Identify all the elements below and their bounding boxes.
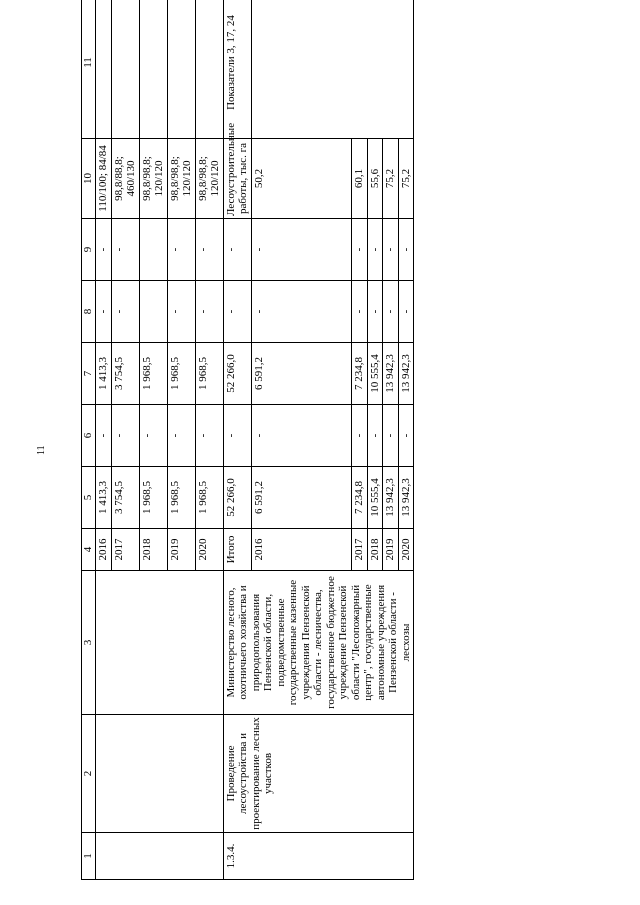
value-cell: -: [383, 219, 399, 281]
value-cell: -: [398, 405, 414, 467]
year-cell: 2020: [195, 529, 223, 571]
indicator-label: Лесоустроительные работы, тыс. га: [223, 139, 251, 219]
item-total-row: [223, 0, 251, 880]
value-cell: -: [352, 219, 368, 281]
empty-cell: [139, 0, 167, 139]
value-cell: 75,2: [398, 139, 414, 219]
value-cell: -: [383, 281, 399, 343]
value-cell: 60,1: [352, 139, 368, 219]
value-cell: -: [383, 405, 399, 467]
value-cell: 3 754,5: [111, 467, 139, 529]
value-cell: 1 968,5: [139, 467, 167, 529]
year-cell: 2019: [167, 529, 195, 571]
value-cell: -: [223, 219, 251, 281]
value-cell: 13 942,3: [398, 467, 414, 529]
value-cell: 1 968,5: [139, 343, 167, 405]
value-cell: -: [111, 219, 139, 281]
indicators-ref: Показатели 3, 17, 24: [223, 0, 251, 139]
value-cell: 13 942,3: [398, 343, 414, 405]
empty-cell: [167, 0, 195, 139]
item-name: Проведение лесоустройства и проектирование лесных участков: [223, 715, 414, 833]
page-number: 11: [36, 445, 47, 455]
value-cell: -: [96, 281, 112, 343]
value-cell: 1 968,5: [195, 467, 223, 529]
col-header: 11: [82, 0, 96, 139]
empty-cell: [195, 0, 223, 139]
value-cell: -: [96, 405, 112, 467]
value-cell: [139, 219, 167, 281]
col-header: 4: [82, 529, 96, 571]
empty-cell: [251, 0, 414, 139]
value-cell: 13 942,3: [383, 343, 399, 405]
value-cell: -: [251, 281, 352, 343]
col-header: 2: [82, 715, 96, 833]
year-cell: 2019: [383, 529, 399, 571]
col-header: 7: [82, 343, 96, 405]
value-cell: 75,2: [383, 139, 399, 219]
value-cell: -: [139, 405, 167, 467]
value-cell: 1 413,3: [96, 343, 112, 405]
value-cell: 7 234,8: [352, 343, 368, 405]
value-cell: -: [398, 219, 414, 281]
value-cell: -: [223, 281, 251, 343]
value-cell: -: [223, 405, 251, 467]
col-header: 5: [82, 467, 96, 529]
year-cell: 2018: [367, 529, 383, 571]
column-number-row: [82, 0, 96, 880]
value-cell: -: [367, 405, 383, 467]
col-header: 3: [82, 571, 96, 715]
table-row: [96, 0, 112, 880]
value-cell: -: [111, 405, 139, 467]
value-cell: -: [251, 219, 352, 281]
value-cell: 110/100; 84/84: [96, 139, 112, 219]
value-cell: -: [352, 405, 368, 467]
value-cell: -: [96, 219, 112, 281]
empty-cell: [96, 571, 224, 715]
value-cell: 55,6: [367, 139, 383, 219]
value-cell: 1 968,5: [167, 467, 195, 529]
value-cell: 98,8/98,8; 120/120: [167, 139, 195, 219]
value-cell: [139, 281, 167, 343]
year-cell: 2017: [352, 529, 368, 571]
value-cell: -: [251, 405, 352, 467]
value-cell: 98,8/98,8; 120/120: [139, 139, 167, 219]
empty-cell: [96, 833, 224, 880]
year-cell: 2017: [111, 529, 139, 571]
value-cell: 1 968,5: [167, 343, 195, 405]
value-cell: -: [167, 405, 195, 467]
value-cell: 7 234,8: [352, 467, 368, 529]
col-header: 1: [82, 833, 96, 880]
value-cell: 1 968,5: [195, 343, 223, 405]
value-cell: 3 754,5: [111, 343, 139, 405]
empty-cell: [111, 0, 139, 139]
value-cell: -: [398, 281, 414, 343]
value-cell: 6 591,2: [251, 467, 352, 529]
value-cell: -: [367, 281, 383, 343]
total-label: Итого: [223, 529, 251, 571]
year-cell: 2016: [251, 529, 352, 571]
value-cell: -: [367, 219, 383, 281]
value-cell: 1 413,3: [96, 467, 112, 529]
col-header: 8: [82, 281, 96, 343]
value-cell: 98,8/88,8; 460/130: [111, 139, 139, 219]
value-cell: 10 555,4: [367, 467, 383, 529]
item-number: 1.3.4.: [223, 833, 414, 880]
program-table: [81, 0, 414, 880]
col-header: 9: [82, 219, 96, 281]
value-cell: 52 266,0: [223, 467, 251, 529]
empty-cell: [96, 715, 224, 833]
empty-cell: [96, 0, 112, 139]
value-cell: -: [352, 281, 368, 343]
value-cell: 10 555,4: [367, 343, 383, 405]
col-header: 10: [82, 139, 96, 219]
value-cell: -: [195, 281, 223, 343]
value-cell: -: [111, 281, 139, 343]
value-cell: 6 591,2: [251, 343, 352, 405]
value-cell: -: [167, 219, 195, 281]
value-cell: 50,2: [251, 139, 352, 219]
year-cell: 2018: [139, 529, 167, 571]
year-cell: 2020: [398, 529, 414, 571]
value-cell: -: [195, 405, 223, 467]
value-cell: 52 266,0: [223, 343, 251, 405]
value-cell: -: [167, 281, 195, 343]
value-cell: -: [195, 219, 223, 281]
value-cell: 13 942,3: [383, 467, 399, 529]
col-header: 6: [82, 405, 96, 467]
year-cell: 2016: [96, 529, 112, 571]
value-cell: 98,8/98,8; 120/120: [195, 139, 223, 219]
item-executor: Министерство лесного, охотничьего хозяйства и природопользования Пензенской области, подведомственные государственные казенные учреждения Пензенской области - лесничества, государственное бюджетное учреждение Пензенской области "Лесопожарный центр", государственные автономные учреждения Пензенской области - лесхозы: [223, 571, 414, 715]
rotated-page: [81, 15, 585, 880]
